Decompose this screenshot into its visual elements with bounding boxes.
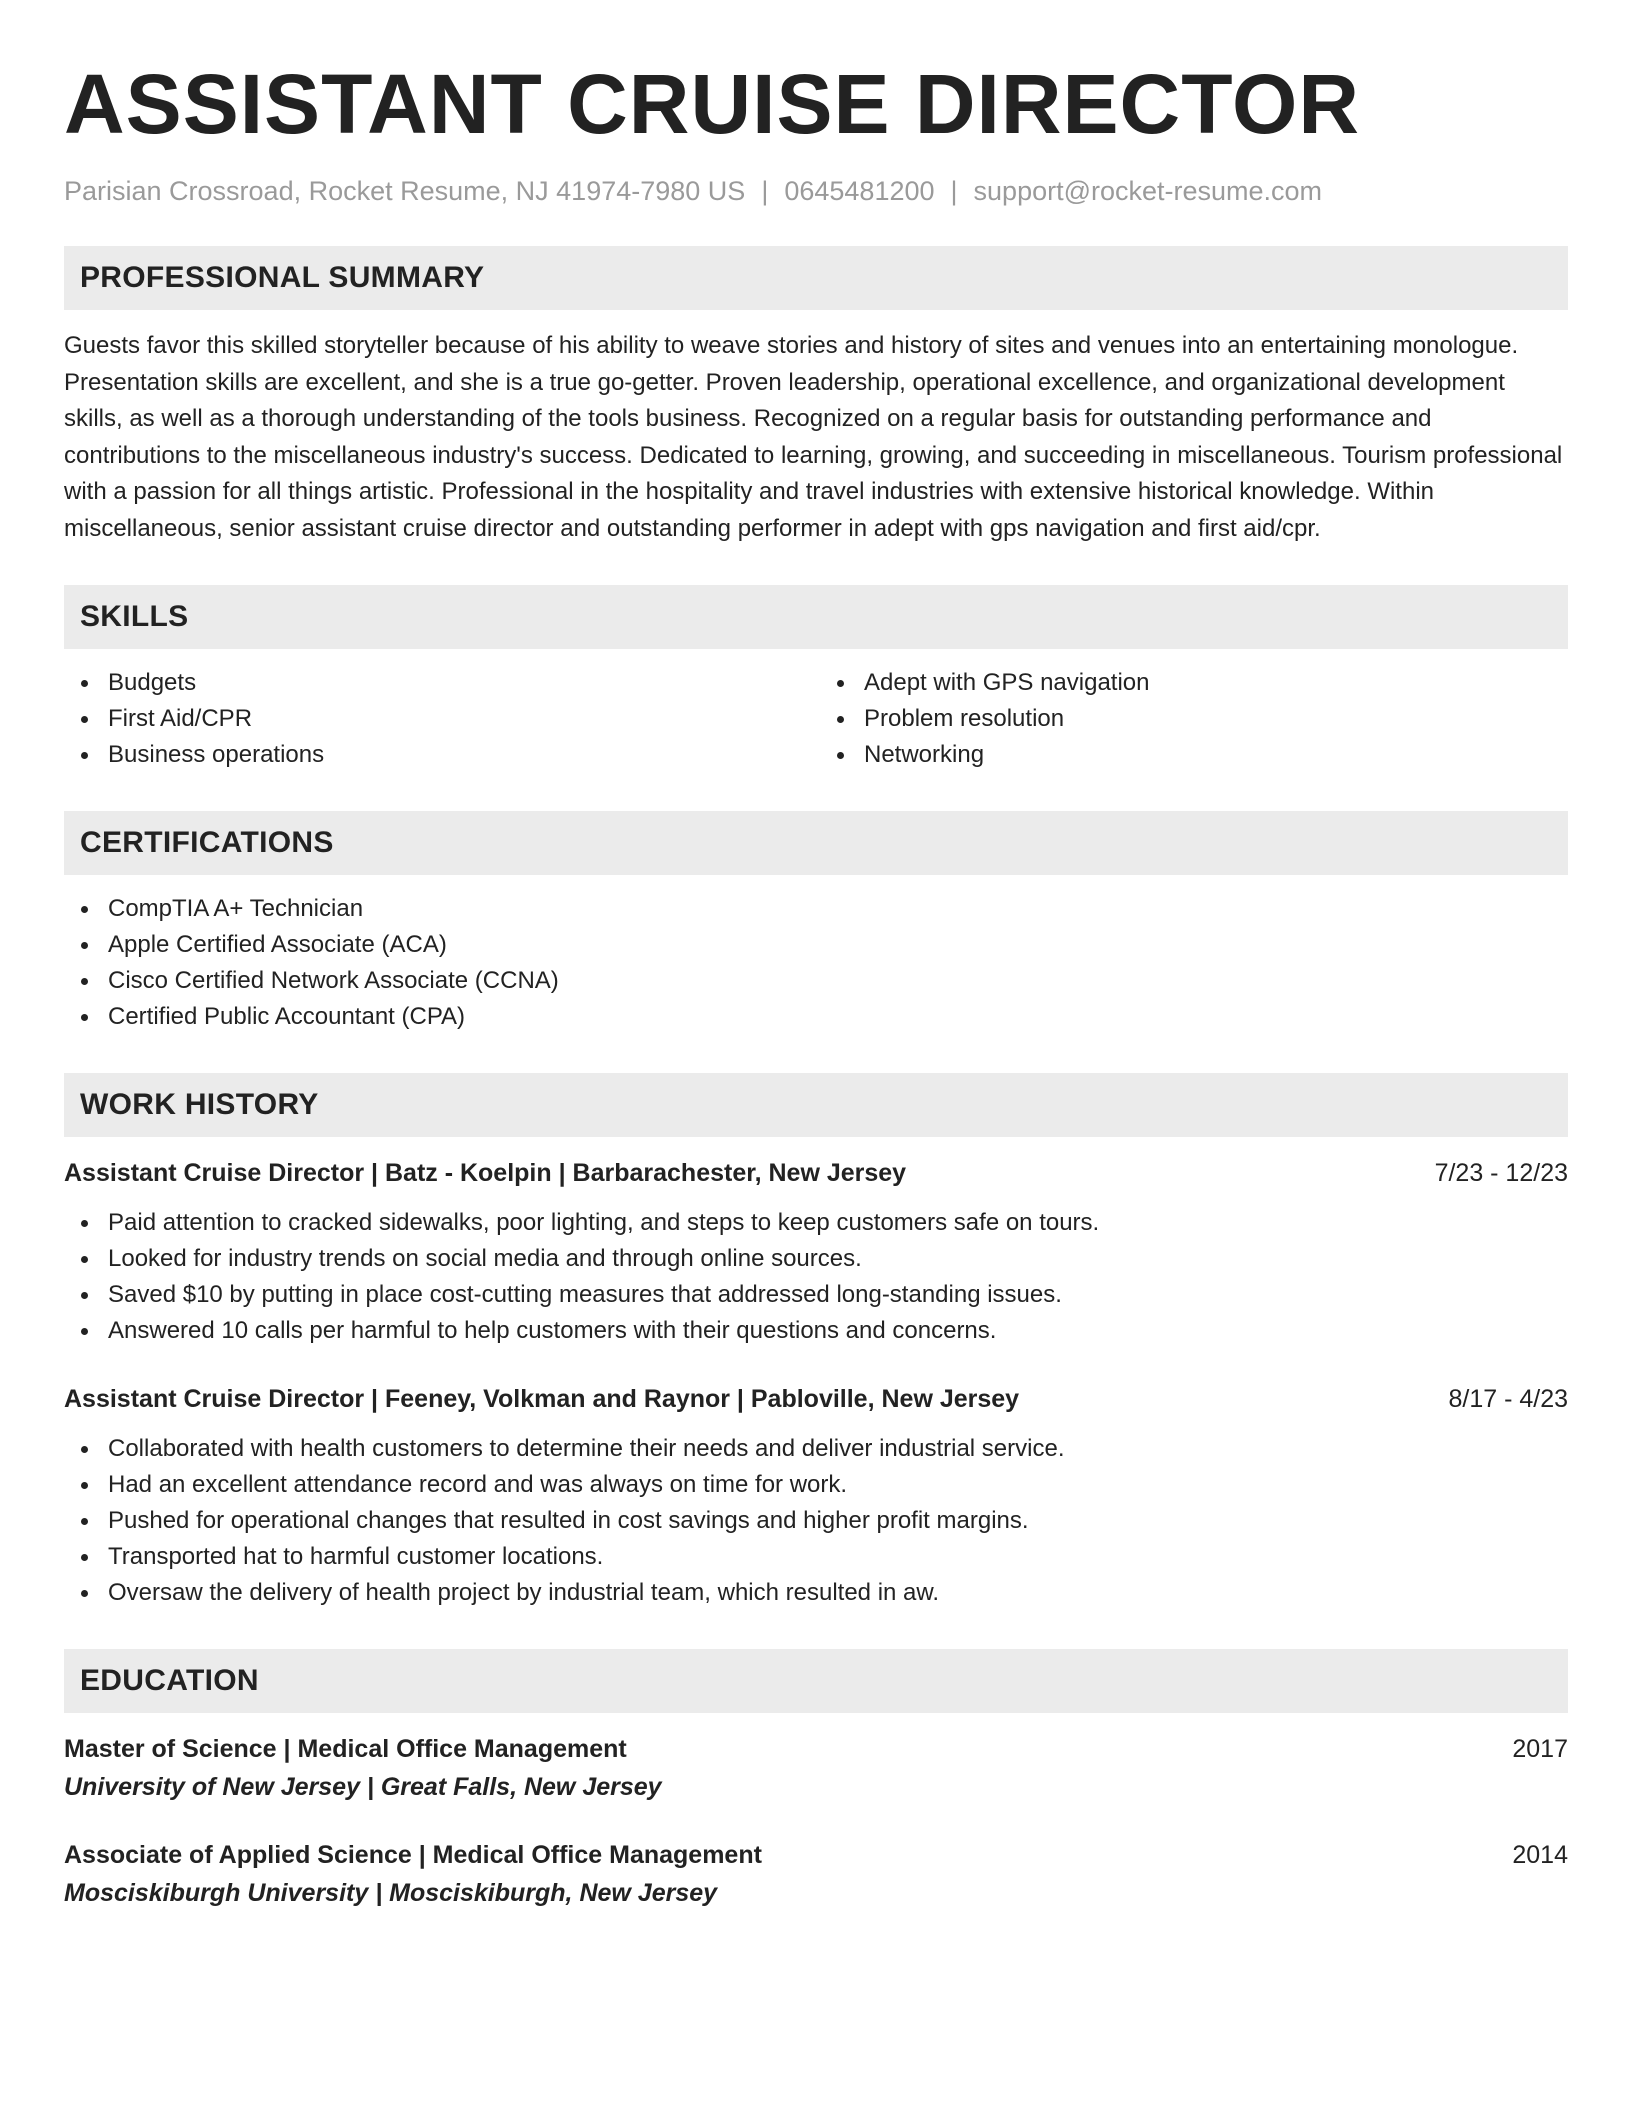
section-title: WORK HISTORY [80,1088,319,1121]
education-entry [64,1837,1568,1911]
skill-item: Adept with GPS navigation [820,665,1568,701]
job-bullet: Saved $10 by putting in place cost-cutting measures that addressed long-standing issues. [64,1277,1568,1313]
certifications-list [64,891,1568,1035]
education-degree: Master of Science | Medical Office Management [64,1735,627,1763]
job-header [64,1155,1568,1191]
education-school: Mosciskiburgh University | Mosciskiburgh, New Jersey [64,1879,718,1907]
certification-item: CompTIA A+ Technician [64,891,1568,927]
job-bullets [64,1431,1568,1611]
job-dates: 7/23 - 12/23 [1434,1159,1568,1187]
job-bullet: Answered 10 calls per harmful to help customers with their questions and concerns. [64,1313,1568,1349]
job-dates: 8/17 - 4/23 [1448,1385,1568,1413]
contact-phone: 0645481200 [784,176,935,206]
job-entry [64,1155,1568,1349]
contact-separator: | [761,176,769,206]
skill-item: Business operations [64,737,816,773]
skills-column-right [816,665,1568,773]
job-bullet: Transported hat to harmful customer locations. [64,1539,1568,1575]
section-header-education [64,1649,1568,1713]
education-header [64,1731,1568,1767]
contact-email: support@rocket-resume.com [973,176,1323,206]
education-year: 2017 [1512,1735,1568,1763]
job-bullet: Oversaw the delivery of health project by industrial team, which resulted in aw. [64,1575,1568,1611]
education-year: 2014 [1512,1841,1568,1869]
education-degree: Associate of Applied Science | Medical Office Management [64,1841,762,1869]
skill-item: Budgets [64,665,816,701]
certification-item: Cisco Certified Network Associate (CCNA) [64,963,1568,999]
education-school: University of New Jersey | Great Falls, New Jersey [64,1773,662,1801]
job-bullet: Collaborated with health customers to determine their needs and deliver industrial service. [64,1431,1568,1467]
skills-column-left [64,665,816,773]
resume-name: ASSISTANT CRUISE DIRECTOR [64,57,1360,151]
summary-text: Guests favor this skilled storyteller because of his ability to weave stories and history of sites and venues into an entertaining monologue. Presentation skills are excellent, and she is a true go-getter. Proven leadership, operational excellence, and organizational development skills, as well as a thorough understanding of the tools business. Recognized on a regular basis for outstanding performance and contributions to the miscellaneous industry's success. Dedicated to learning, growing, and succeeding in miscellaneous. Tourism professional with a passion for all things artistic. Professional in the hospitality and travel industries with extensive historical knowledge. Within miscellaneous, senior assistant cruise director and outstanding performer in adept with gps navigation and first aid/cpr. [64,332,1563,542]
education-entry [64,1731,1568,1805]
certification-item: Apple Certified Associate (ACA) [64,927,1568,963]
education-header [64,1837,1568,1873]
job-entry [64,1381,1568,1611]
job-bullet: Paid attention to cracked sidewalks, poor lighting, and steps to keep customers safe on tours. [64,1205,1568,1241]
section-header-summary [64,246,1568,310]
job-bullets [64,1205,1568,1349]
section-title: EDUCATION [80,1664,259,1697]
job-bullet: Looked for industry trends on social media and through online sources. [64,1241,1568,1277]
section-title: CERTIFICATIONS [80,826,334,859]
section-header-skills [64,585,1568,649]
contact-separator: | [950,176,958,206]
job-title: Assistant Cruise Director | Feeney, Volkman and Raynor | Pabloville, New Jersey [64,1385,1020,1413]
job-header [64,1381,1568,1417]
contact-line [64,174,1568,208]
section-title: SKILLS [80,600,189,633]
job-bullet: Pushed for operational changes that resulted in cost savings and higher profit margins. [64,1503,1568,1539]
skill-item: Networking [820,737,1568,773]
skills-list [64,665,1568,773]
skill-item: First Aid/CPR [64,701,816,737]
job-bullet: Had an excellent attendance record and was always on time for work. [64,1467,1568,1503]
skill-item: Problem resolution [820,701,1568,737]
section-header-work-history [64,1073,1568,1137]
section-header-certifications [64,811,1568,875]
certification-item: Certified Public Accountant (CPA) [64,999,1568,1035]
section-title: PROFESSIONAL SUMMARY [80,261,485,294]
job-title: Assistant Cruise Director | Batz - Koelpin | Barbarachester, New Jersey [64,1159,907,1187]
contact-address: Parisian Crossroad, Rocket Resume, NJ 41974-7980 US [64,176,746,206]
